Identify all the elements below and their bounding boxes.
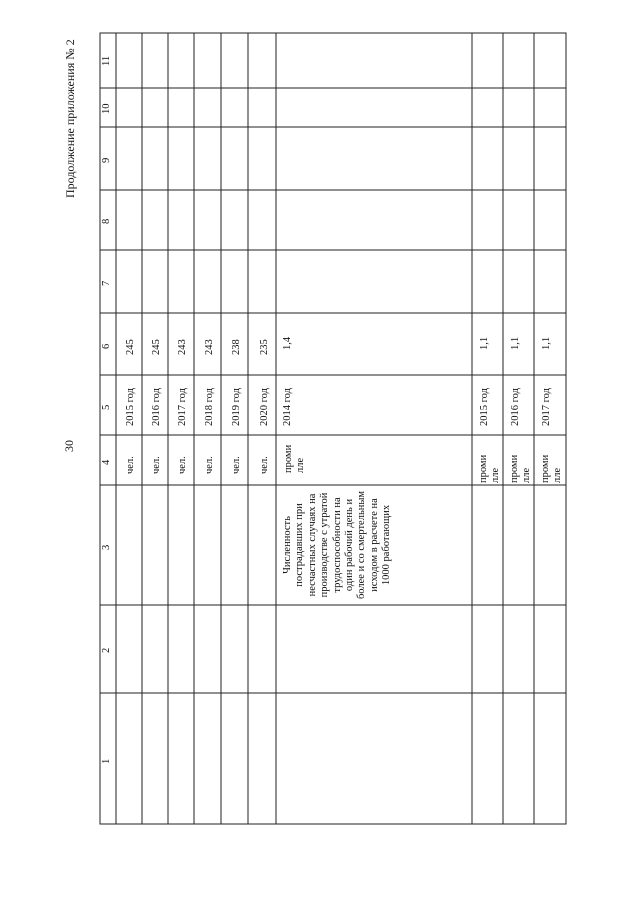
table-cell-unit: проми лле (509, 454, 533, 483)
table-cell-year: 2020 год (259, 388, 270, 426)
table-cell-year: 2015 год (479, 388, 490, 426)
column-header-11: 11 (101, 55, 112, 66)
table-cell-value: 1,1 (479, 336, 490, 350)
indicator-description: Численность пострадавших при несчастных случаях на производстве с утратой трудоспособности на один рабочий день и более и со смертельным исходом в расчете на 1000 работающих (282, 490, 393, 600)
table-cell-value: 1,1 (541, 336, 552, 350)
column-header-7: 7 (101, 280, 112, 286)
table-cell-year: 2017 год (177, 388, 188, 426)
table-cell-value: 243 (204, 339, 215, 355)
table-cell-unit: чел. (231, 456, 242, 474)
table-cell-value: 1,1 (510, 336, 521, 350)
column-header-1: 1 (101, 758, 112, 764)
table-cell-value: 243 (177, 339, 188, 355)
table-cell-unit: чел. (259, 456, 270, 474)
column-header-10: 10 (101, 103, 112, 114)
page-caption: Продолжение приложения № 2 (63, 39, 77, 198)
table-cell-year: 2015 год (125, 388, 136, 426)
table-cell-year: 2018 год (204, 388, 215, 426)
table-cell-value: 238 (231, 339, 242, 355)
column-header-5: 5 (101, 404, 112, 410)
table-cell-year: 2019 год (231, 388, 242, 426)
column-header-6: 6 (101, 343, 112, 349)
table-cell-value: 235 (259, 339, 270, 355)
column-header-2: 2 (101, 647, 112, 653)
column-header-8: 8 (101, 218, 112, 224)
table-cell-value: 245 (151, 339, 162, 355)
table-cell-year: 2016 год (510, 388, 521, 426)
column-header-9: 9 (101, 157, 112, 163)
table-cell-value: 1,4 (282, 336, 293, 350)
table-cell-value: 245 (125, 339, 136, 355)
table-cell-unit: чел. (177, 456, 188, 474)
table-cell-year: 2016 год (151, 388, 162, 426)
column-header-3: 3 (101, 544, 112, 550)
table-cell-unit: чел. (204, 456, 215, 474)
table-cell-year: 2014 год (282, 388, 293, 426)
table-cell-unit: проми лле (283, 444, 307, 473)
table-cell-unit: проми лле (478, 454, 502, 483)
table-cell-year: 2017 год (541, 388, 552, 426)
table-cell-unit: чел. (125, 456, 136, 474)
page-number: 30 (62, 440, 76, 452)
table-cell-unit: чел. (151, 456, 162, 474)
column-header-4: 4 (101, 459, 112, 465)
table-cell-unit: проми лле (540, 454, 564, 483)
